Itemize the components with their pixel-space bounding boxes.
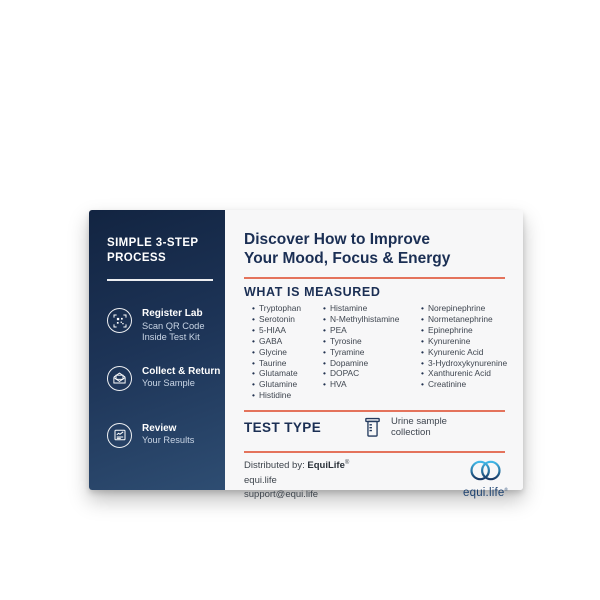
step-collect-return: [107, 366, 225, 391]
step-desc: Your Results: [142, 435, 195, 445]
analyte-columns: [244, 303, 513, 401]
equilife-logo-text: equi.life®: [463, 486, 508, 499]
analyte-item: • Creatinine: [421, 379, 513, 390]
step-title: Review: [142, 422, 177, 434]
analyte-item: • Glutamate: [252, 368, 323, 379]
analyte-item: • 5-HIAA: [252, 325, 323, 336]
analyte-item: • Histamine: [323, 303, 421, 314]
analyte-item: • Taurine: [252, 358, 323, 369]
analyte-item: • DOPAC: [323, 368, 421, 379]
divider: [244, 277, 505, 279]
support-email: support@equi.life: [244, 489, 319, 501]
step-title: Collect & Return: [142, 365, 221, 377]
report-chart-icon: [107, 423, 132, 448]
analyte-item: • Xanthurenic Acid: [421, 368, 513, 379]
envelope-icon: [107, 366, 132, 391]
registered-mark: ®: [344, 460, 350, 467]
analyte-item: • Norepinephrine: [421, 303, 513, 314]
headline-line2: Your Mood, Focus & Energy: [244, 250, 451, 267]
step-desc: Your Sample: [142, 378, 195, 388]
registered-mark: ®: [504, 487, 508, 493]
analyte-item: • Tyrosine: [323, 336, 421, 347]
analyte-item: • Serotonin: [252, 314, 323, 325]
website: equi.life: [244, 474, 277, 486]
analyte-column-2: [323, 303, 421, 401]
test-kit-box-back: [89, 210, 523, 501]
analyte-item: • Histidine: [252, 390, 323, 401]
process-sidebar: [89, 210, 225, 490]
analyte-item: • HVA: [323, 379, 421, 390]
divider: [107, 279, 213, 281]
analyte-item: • Glycine: [252, 347, 323, 358]
analyte-item: • Tryptophan: [252, 303, 323, 314]
analyte-column-1: [252, 303, 323, 401]
what-is-measured-heading: WHAT IS MEASURED: [244, 285, 381, 299]
step-title: Register Lab: [142, 308, 203, 319]
analyte-item: • Dopamine: [323, 358, 421, 369]
analyte-item: • GABA: [252, 336, 323, 347]
brand-name: EquiLife: [307, 460, 345, 472]
analyte-item: • Epinephrine: [421, 325, 513, 336]
analyte-item: • Normetanephrine: [421, 314, 513, 325]
equilife-rings-icon: [467, 457, 504, 484]
distributor-info: [244, 456, 349, 503]
analyte-item: • Glutamine: [252, 379, 323, 390]
analyte-item: • PEA: [323, 325, 421, 336]
analyte-item: • Tyramine: [323, 347, 421, 358]
sidebar-title: SIMPLE 3-STEP PROCESS: [107, 237, 199, 264]
analyte-item: • Kynurenic Acid: [421, 347, 513, 358]
headline: [244, 230, 513, 268]
analyte-item: • N-Methylhistamine: [323, 314, 421, 325]
step-review: [107, 423, 225, 448]
urine-cup-icon: [363, 417, 382, 438]
footer: [244, 453, 513, 503]
step-collect-return-text: [142, 366, 222, 390]
step-register-lab-text: [142, 308, 222, 344]
test-type-label: Urine sample collection: [391, 415, 447, 439]
step-desc: Scan QR Code Inside Test Kit: [142, 320, 205, 342]
analyte-item: • Kynurenine: [421, 336, 513, 347]
info-panel: [225, 210, 523, 501]
test-type-heading: TEST TYPE: [244, 419, 322, 435]
step-register-lab: [107, 308, 225, 344]
analyte-column-3: [421, 303, 513, 401]
test-type-row: [244, 412, 513, 442]
distributed-by-line: Distributed by: EquiLife®: [244, 460, 350, 472]
headline-line1: Discover How to Improve: [244, 231, 431, 248]
qr-scan-icon: [107, 308, 132, 333]
analyte-item: • 3-Hydroxykynurenine: [421, 358, 513, 369]
step-review-text: [142, 423, 222, 447]
equilife-logo: [463, 457, 508, 499]
